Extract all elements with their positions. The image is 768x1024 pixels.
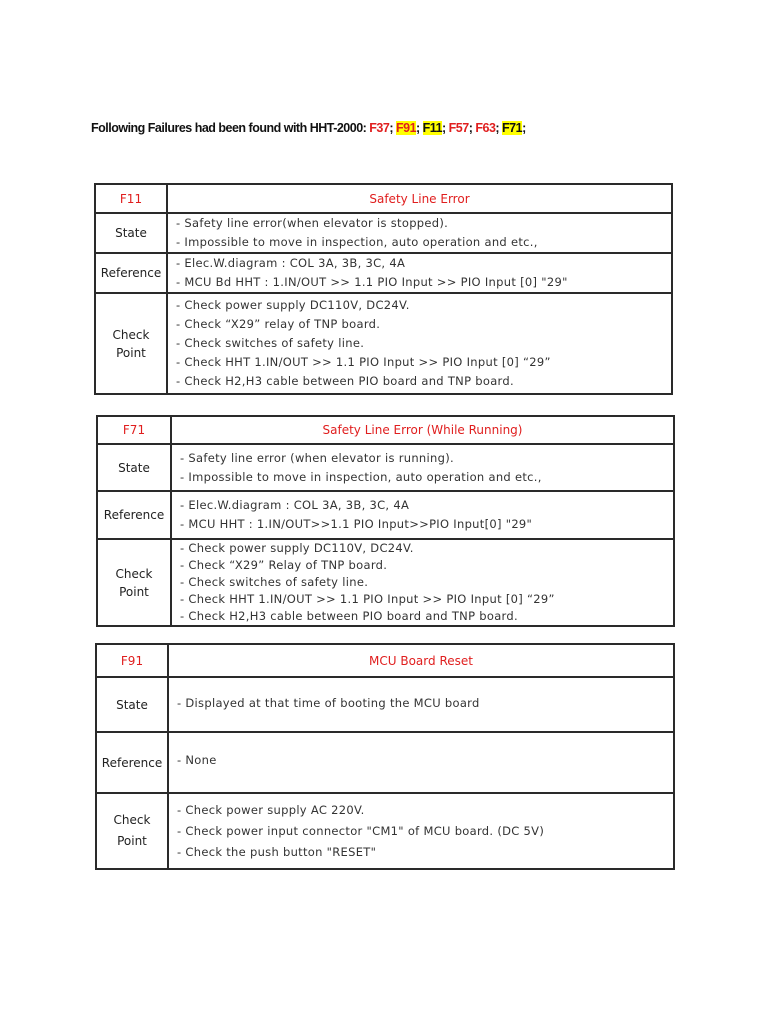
- failure-code-f57: F57: [448, 121, 469, 135]
- failure-code-f11: F11: [422, 121, 443, 135]
- failure-code-f91: F91: [395, 121, 417, 135]
- state-line: - Safety line error (when elevator is running).: [180, 450, 454, 465]
- reference-line: - Elec.W.diagram : COL 3A, 3B, 3C, 4A: [176, 256, 406, 270]
- failure-code-cell: F91: [96, 644, 168, 677]
- state-content: [168, 677, 674, 732]
- failure-title: Safety Line Error (While Running): [171, 416, 674, 444]
- check-line: - Check “X29” Relay of TNP board.: [180, 558, 388, 572]
- failure-table-f11: [94, 183, 673, 395]
- check-line: - Check power supply AC 220V.: [177, 802, 365, 817]
- check-line: - Check H2,H3 cable between PIO board and TNP board.: [176, 374, 514, 388]
- failure-code-f37: F37: [369, 121, 390, 135]
- failure-title: Safety Line Error: [167, 184, 672, 213]
- intro-line: Following Failures had been found with HHT-2000: F37; F91; F11; F57; F63; F71;: [91, 121, 526, 135]
- check-point-content: [168, 793, 674, 869]
- check-point-label: Check Point: [96, 793, 168, 869]
- state-content: [167, 213, 672, 253]
- intro-prefix: Following Failures had been found with HHT-2000:: [91, 121, 370, 135]
- state-label: State: [97, 444, 171, 491]
- failure-title: MCU Board Reset: [168, 644, 674, 677]
- check-line: - Check power input connector "CM1" of MCU board. (DC 5V): [177, 823, 545, 838]
- check-line: - Check switches of safety line.: [176, 336, 365, 350]
- state-label: State: [95, 213, 167, 253]
- reference-line: - MCU Bd HHT : 1.IN/OUT >> 1.1 PIO Input >> PIO Input [0] "29": [176, 275, 568, 289]
- check-point-content: [171, 539, 674, 626]
- check-line: - Check HHT 1.IN/OUT >> 1.1 PIO Input >> PIO Input [0] “29”: [176, 355, 551, 369]
- check-line: - Check power supply DC110V, DC24V.: [176, 298, 410, 312]
- check-point-label: Check Point: [95, 293, 167, 394]
- failure-table-f91: [95, 643, 675, 870]
- check-line: - Check HHT 1.IN/OUT >> 1.1 PIO Input >> PIO Input [0] “29”: [180, 592, 555, 606]
- state-line: - Impossible to move in inspection, auto operation and etc.,: [176, 235, 538, 249]
- state-content: [171, 444, 674, 491]
- check-point-content: [167, 293, 672, 394]
- reference-label: Reference: [97, 491, 171, 539]
- failure-code-f71: F71: [502, 121, 523, 135]
- failure-code-cell: F11: [95, 184, 167, 213]
- check-point-label: Check Point: [97, 539, 171, 626]
- failure-code-cell: F71: [97, 416, 171, 444]
- reference-line: - None: [177, 753, 217, 767]
- check-line: - Check the push button "RESET": [177, 844, 377, 859]
- state-label: State: [96, 677, 168, 732]
- state-line: - Impossible to move in inspection, auto operation and etc.,: [180, 469, 542, 484]
- reference-label: Reference: [96, 732, 168, 793]
- reference-line: - Elec.W.diagram : COL 3A, 3B, 3C, 4A: [180, 498, 410, 512]
- check-line: - Check H2,H3 cable between PIO board and TNP board.: [180, 609, 518, 623]
- reference-content: [171, 491, 674, 539]
- failure-table-f71: [96, 415, 675, 627]
- failure-code-f63: F63: [475, 121, 496, 135]
- check-line: - Check switches of safety line.: [180, 575, 369, 589]
- state-line: - Safety line error(when elevator is stopped).: [176, 216, 449, 230]
- check-line: - Check “X29” relay of TNP board.: [176, 317, 381, 331]
- reference-content: [167, 253, 672, 293]
- check-line: - Check power supply DC110V, DC24V.: [180, 541, 414, 555]
- reference-content: [168, 732, 674, 793]
- reference-label: Reference: [95, 253, 167, 293]
- reference-line: - MCU HHT : 1.IN/OUT>>1.1 PIO Input>>PIO Input[0] "29": [180, 517, 533, 531]
- state-line: - Displayed at that time of booting the MCU board: [177, 696, 480, 710]
